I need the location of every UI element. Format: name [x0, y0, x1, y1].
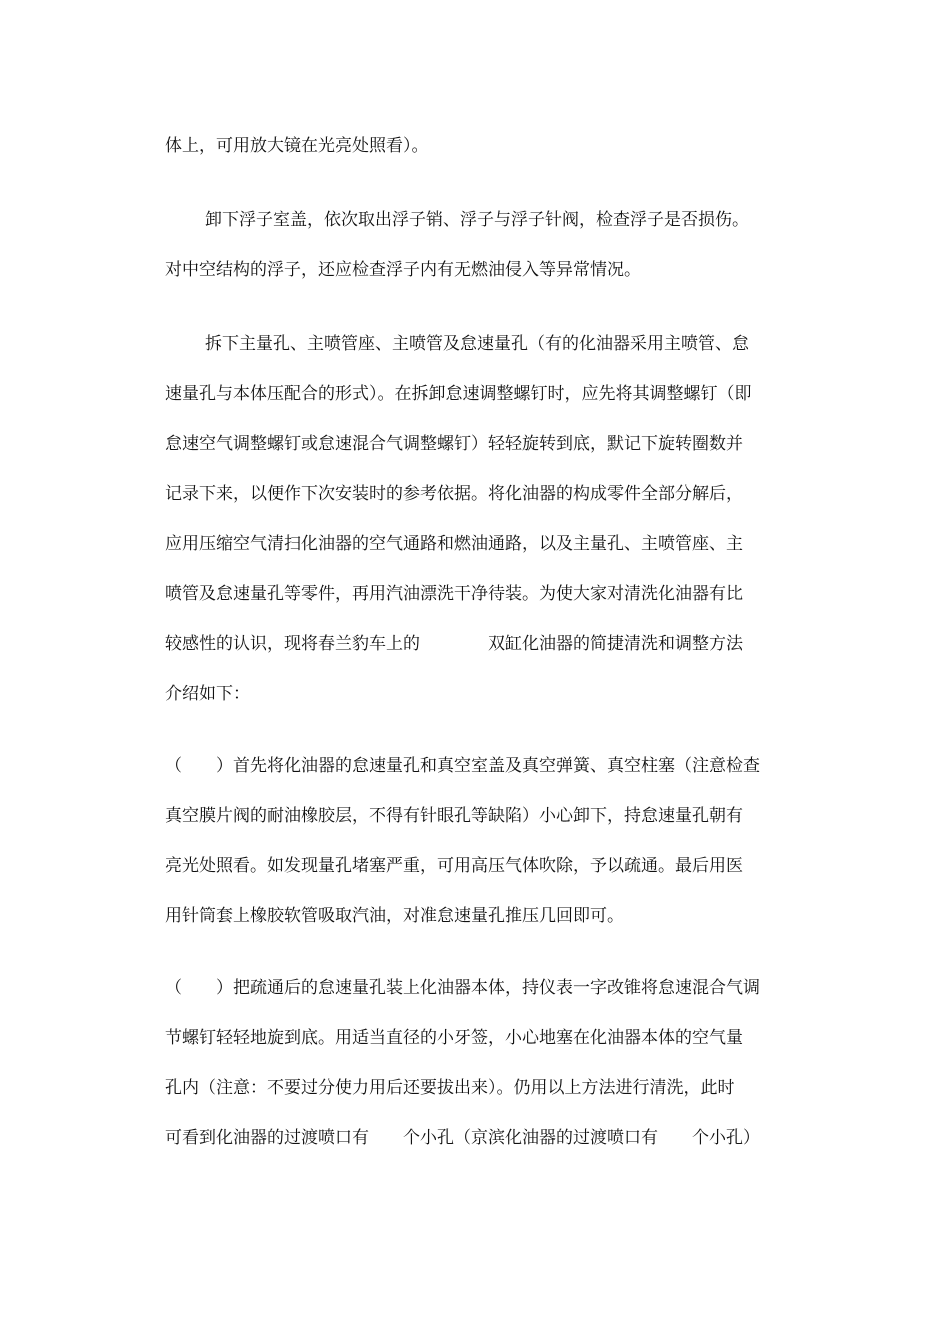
text-line: 速量孔与本体压配合的形式）。在拆卸怠速调整螺钉时，应先将其调整螺钉（即 [165, 384, 752, 404]
text-line: 亮光处照看。如发现量孔堵塞严重，可用高压气体吹除，予以疏通。最后用医 [165, 856, 743, 876]
text-line: 节螺钉轻轻地旋到底。用适当直径的小牙签，小心地塞在化油器本体的空气量 [165, 1028, 743, 1048]
text-line: 卸下浮子室盖，依次取出浮子销、浮子与浮子针阀，检查浮子是否损伤。 [205, 210, 749, 230]
text-line: 拆下主量孔、主喷管座、主喷管及怠速量孔（有的化油器采用主喷管、怠 [205, 334, 749, 354]
text-line: 喷管及怠速量孔等零件，再用汽油漂洗干净待装。为使大家对清洗化油器有比 [165, 584, 743, 604]
text-line: 怠速空气调整螺钉或怠速混合气调整螺钉）轻轻旋转到底，默记下旋转圈数并 [165, 434, 743, 454]
text-line: 孔内（注意：不要过分使力用后还要拔出来）。仍用以上方法进行清洗，此时 [165, 1078, 735, 1098]
text-line: （ ）首先将化油器的怠速量孔和真空室盖及真空弹簧、真空柱塞（注意检查 [165, 756, 760, 776]
text-line: 真空膜片阀的耐油橡胶层，不得有针眼孔等缺陷）小心卸下，持怠速量孔朝有 [165, 806, 743, 826]
text-line: 对中空结构的浮子，还应检查浮子内有无燃油侵入等异常情况。 [165, 260, 641, 280]
text-line: 体上，可用放大镜在光亮处照看）。 [165, 136, 429, 156]
text-line: 应用压缩空气清扫化油器的空气通路和燃油通路，以及主量孔、主喷管座、主 [165, 534, 743, 554]
text-line: 较感性的认识，现将春兰豹车上的 双缸化油器的简捷清洗和调整方法 [165, 634, 743, 654]
text-line: （ ）把疏通后的怠速量孔装上化油器本体，持仪表一字改锥将怠速混合气调 [165, 978, 760, 998]
text-line: 用针筒套上橡胶软管吸取汽油，对准怠速量孔推压几回即可。 [165, 906, 624, 926]
text-line: 可看到化油器的过渡喷口有 个小孔（京滨化油器的过渡喷口有 个小孔） [165, 1128, 760, 1148]
text-line: 记录下来，以便作下次安装时的参考依据。将化油器的构成零件全部分解后， [165, 484, 743, 504]
text-line: 介绍如下： [165, 684, 250, 704]
